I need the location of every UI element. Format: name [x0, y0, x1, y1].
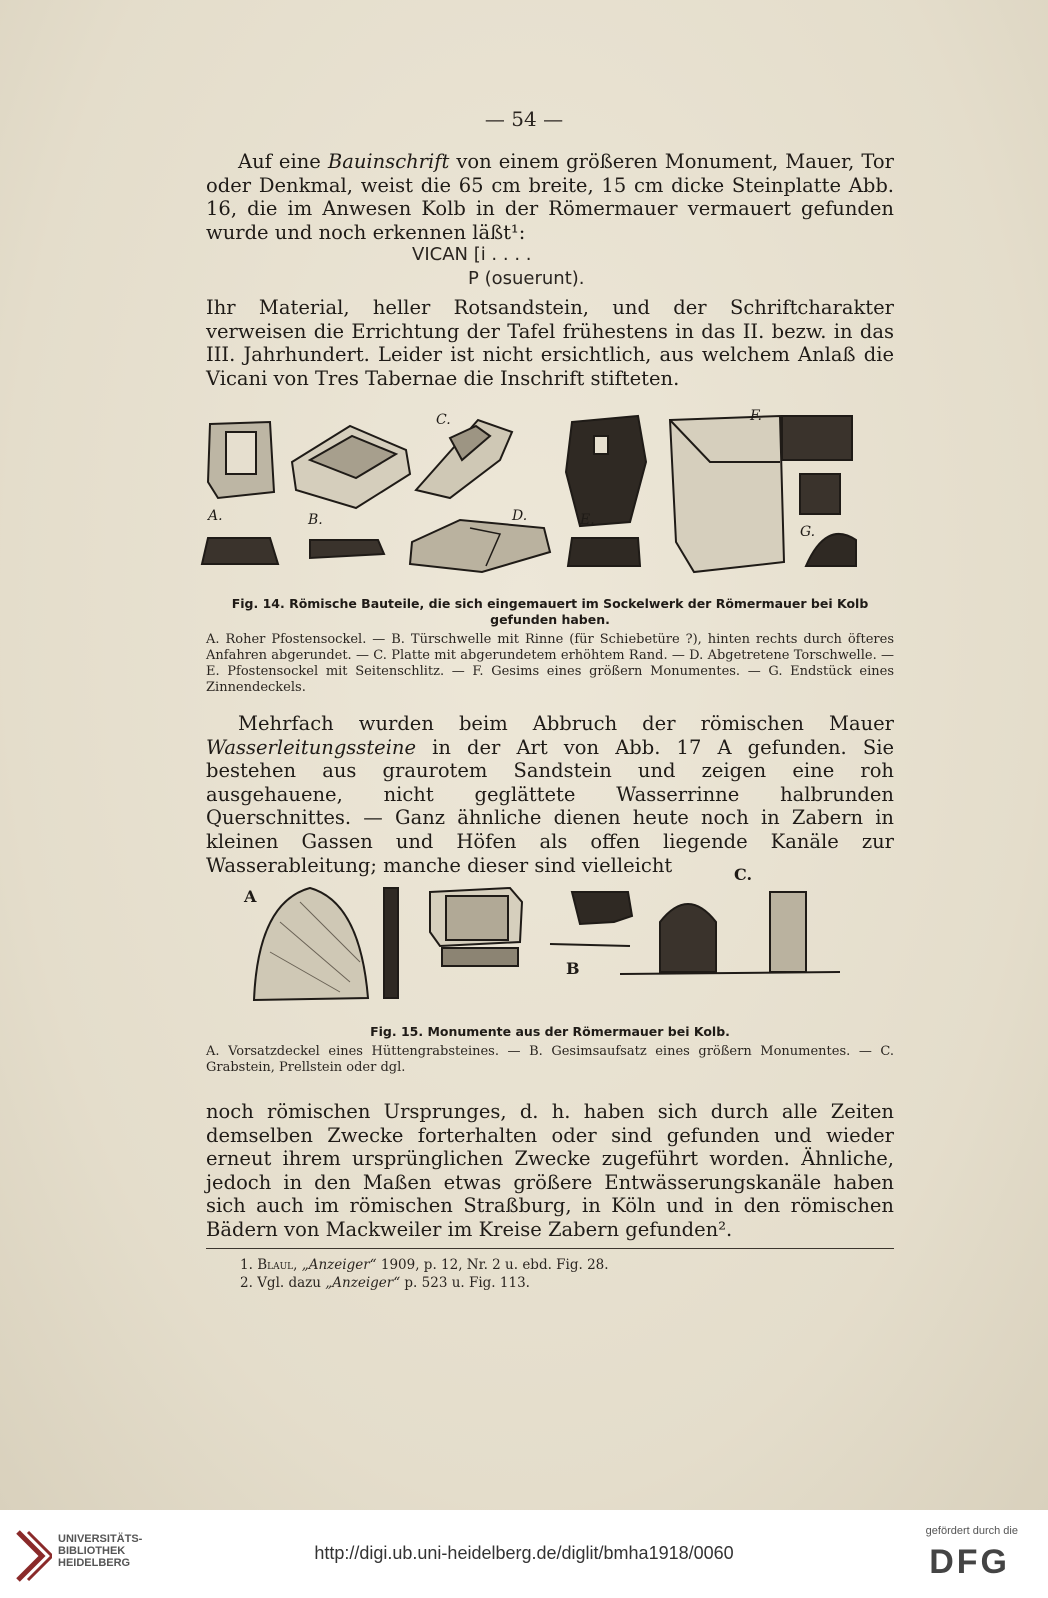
footnote-2: 2. Vgl. dazu „Anzeiger“ p. 523 u. Fig. 113. [240, 1275, 530, 1291]
figure-15-caption-text: A. Vorsatzdeckel eines Hüttengrabsteines. — B. Gesimsaufsatz eines größern Monumentes. — C. Grabstein, Prellstein oder dgl. [206, 1044, 894, 1075]
figure-14-illustration [200, 402, 864, 588]
figure-14-caption [206, 596, 894, 696]
figure-14-title: Fig. 14. Römische Bauteile, die sich eingemauert im Sockelwerk der Römermauer bei Kolb gefunden haben. [231, 596, 869, 627]
viewer-footer [0, 1510, 1048, 1598]
paragraph-4: noch römischen Ursprunges, d. h. haben sich durch alle Zeiten demselben Zwecke forterhalten oder sind gefunden und wieder erneut ihrem ursprünglichen Zwecke zugeführt worden. Ähnliche, jedoch in den Maßen etwas größere Entwässerungskanäle haben sich auch im römischen Straßburg, in Köln und in den römischen Bädern von Mackweiler im Kreise Zabern gefunden². [206, 1100, 894, 1241]
fig14-stone-e [566, 416, 646, 566]
figure-15-title: Fig. 15. Monumente aus der Römermauer bei Kolb. [370, 1024, 730, 1039]
footnote-divider [206, 1248, 894, 1249]
fig14-label-c: C. [436, 412, 451, 428]
fig15-stone-b [430, 888, 632, 966]
paragraph-1: Auf eine Bauinschrift von einem größeren Monument, Mauer, Tor oder Denkmal, weist die 65 cm breite, 15 cm dicke Steinplatte Abb. 16, die im Anwesen Kolb in der Römermauer vermauert gefunden wurde und noch erkennen läßt¹: [206, 150, 894, 244]
fig15-stone-a [254, 888, 398, 1000]
fig15-stone-c [620, 892, 840, 974]
fig14-label-b: B. [308, 512, 323, 528]
fig14-label-d: D. [512, 508, 528, 524]
figure-15-illustration [240, 862, 860, 1022]
fig14-stone-a [202, 422, 278, 564]
fig15-label-a: A [244, 887, 257, 906]
funded-by-text: gefördert durch die [925, 1525, 1018, 1537]
fig15-label-c: C. [734, 865, 753, 884]
fig14-label-e: E. [580, 512, 595, 528]
paragraph-3: Mehrfach wurden beim Abbruch der römischen Mauer Wasserleitungssteine in der Art von Abb. 17 A gefunden. Sie bestehen aus graurotem Sandstein und zeigen eine roh ausgehauene, nicht geglättete Wasserrinne halbrunden Querschnittes. — Ganz ähnliche dienen heute noch in Zabern in kleinen Gassen und Höfen als offen liegende Kanäle zur Wasserableitung; manche dieser sind vielleicht [206, 712, 894, 877]
figure-15-caption [206, 1024, 894, 1076]
inscription-line-1: VICAN [i . . . . [412, 244, 532, 265]
inscription-line-2: P (osuerunt). [468, 268, 585, 289]
permalink-url[interactable]: http://digi.ub.uni-heidelberg.de/diglit/bmha1918/0060 [314, 1543, 734, 1563]
fig15-label-b: B [566, 959, 580, 978]
figure-14-caption-text: A. Roher Pfostensockel. — B. Türschwelle mit Rinne (für Schiebetüre ?), hinten rechts durch öfteres Anfahren abgerundet. — C. Platte mit abgerundetem erhöhtem Rand. — D. Abgetretene Torschwelle. — E. Pfostensockel mit Seitenschlitz. — F. Gesims eines größern Monumentes. — G. Endstück eines Zinnendeckels. [206, 632, 894, 695]
paragraph-2: Ihr Material, heller Rotsandstein, und der Schriftcharakter verweisen die Errichtung der Tafel frühestens in das II. bezw. in das III. Jahrhundert. Leider ist nicht ersichtlich, aus welchem Anlaß die Vicani von Tres Tabernae die Inschrift stifteten. [206, 296, 894, 390]
page-number: — 54 — [484, 107, 564, 131]
footnotes [240, 1256, 609, 1292]
university-library-name: UNIVERSITÄTS- BIBLIOTHEK HEIDELBERG [58, 1533, 143, 1569]
footnote-1: 1. Blaul, „Anzeiger“ 1909, p. 12, Nr. 2 u. ebd. Fig. 28. [240, 1257, 609, 1273]
fig14-label-g: G. [800, 524, 816, 540]
fig14-stone-c [416, 420, 512, 498]
fig14-label-f: F. [750, 408, 762, 424]
fig14-stone-b [292, 426, 410, 558]
fig14-label-a: A. [208, 508, 223, 524]
dfg-logo: DFG [929, 1543, 1010, 1581]
fig14-stone-d [410, 520, 550, 572]
